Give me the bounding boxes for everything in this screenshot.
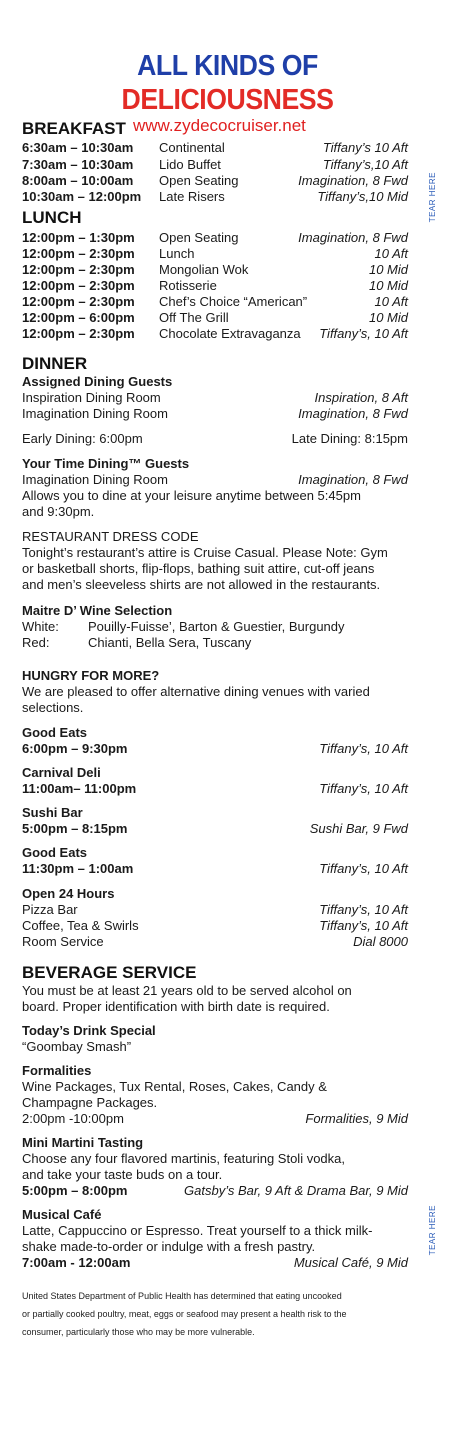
martini-row [22, 1183, 408, 1199]
row-location: Imagination, 8 Fwd [298, 173, 408, 188]
dinner-heading: DINNER [22, 354, 88, 373]
venue-time: 11:30pm – 1:00am [22, 861, 134, 876]
lunch-row [22, 245, 408, 262]
drink-special: “Goombay Smash” [22, 1039, 132, 1054]
open24-heading: Open 24 Hours [22, 886, 115, 901]
breakfast-row [22, 156, 408, 173]
venue-name: Good Eats [22, 845, 88, 860]
venue-time: 6:00pm – 9:30pm [22, 741, 128, 756]
martini-desc: Choose any four flavored martinis, featuring Stoli vodka, [22, 1151, 346, 1166]
tear-here-label: TEAR HERE [428, 1205, 437, 1256]
row-name: Lido Buffet [159, 157, 221, 172]
row-location: Dial 8000 [353, 934, 408, 949]
row-name: Room Service [22, 934, 104, 949]
cafe-desc: shake made-to-order or indulge with a fresh pastry. [22, 1239, 316, 1254]
row-time: 12:00pm – 2:30pm [22, 246, 135, 261]
venue-location: Sushi Bar, 9 Fwd [309, 821, 408, 836]
row-time: 12:00pm – 2:30pm [22, 294, 135, 309]
row-time: 12:00pm – 1:30pm [22, 230, 135, 245]
row-location: Imagination, 8 Fwd [298, 406, 408, 421]
row-name: Off The Grill [159, 310, 229, 325]
venue-row [22, 741, 408, 757]
row-name: Inspiration Dining Room [22, 390, 161, 405]
row-name: Imagination Dining Room [22, 472, 168, 487]
row-location: Inspiration, 8 Aft [314, 390, 408, 405]
martini-time: 5:00pm – 8:00pm [22, 1183, 128, 1198]
page-title-line1: ALL KINDS OF [137, 50, 318, 82]
venue-time: 5:00pm – 8:15pm [22, 821, 128, 836]
dress-code-heading: RESTAURANT DRESS CODE [22, 529, 199, 544]
row-location: 10 Aft [374, 246, 408, 261]
row-name: Chef’s Choice “American” [159, 294, 308, 309]
row-location: 10 Aft [374, 294, 408, 309]
page-title-line2: DELICIOUSNESS [121, 84, 334, 116]
row-name: Lunch [159, 246, 195, 261]
formalities-location: Formalities, 9 Mid [305, 1111, 408, 1126]
late-dining: Late Dining: 8:15pm [291, 431, 408, 446]
lunch-row [22, 325, 408, 342]
row-name: Continental [159, 140, 225, 155]
row-time: 12:00pm – 6:00pm [22, 310, 135, 325]
early-dining: Early Dining: 6:00pm [22, 431, 143, 446]
row-location: Tiffany’s 10 Aft [322, 140, 408, 155]
dining-times [22, 431, 408, 447]
formalities-time: 2:00pm -10:00pm [22, 1111, 124, 1126]
row-name: Chocolate Extravaganza [159, 326, 301, 341]
row-time: 10:30am – 12:00pm [22, 189, 142, 204]
drink-special-heading: Today’s Drink Special [22, 1023, 156, 1038]
formalities-desc: Champagne Packages. [22, 1095, 158, 1110]
martini-heading: Mini Martini Tasting [22, 1135, 144, 1150]
cafe-row [22, 1255, 408, 1271]
venue-location: Tiffany’s, 10 Aft [319, 781, 408, 796]
row-name: Open Seating [159, 173, 239, 188]
lunch-row [22, 229, 408, 246]
wine-selection-heading: Maitre D’ Wine Selection [22, 603, 173, 618]
row-time: 7:30am – 10:30am [22, 157, 134, 172]
formalities-desc: Wine Packages, Tux Rental, Roses, Cakes, Candy & [22, 1079, 327, 1094]
row-time: 6:30am – 10:30am [22, 140, 134, 155]
your-time-dining-heading: Your Time Dining™ Guests [22, 456, 190, 471]
dress-code-text: or basketball shorts, flip-flops, bathing suit attire, cut-off jeans [22, 561, 375, 576]
wine-label: White: [22, 619, 59, 634]
formalities-row [22, 1111, 408, 1127]
lunch-row [22, 277, 408, 294]
row-name: Pizza Bar [22, 902, 78, 917]
dress-code-text: and men’s sleeveless shirts are not allowed in the restaurants. [22, 577, 381, 592]
breakfast-heading: BREAKFAST [22, 119, 126, 138]
your-time-dining-row [22, 472, 408, 488]
assigned-dining-row [22, 390, 408, 406]
row-location: 10 Mid [368, 262, 408, 277]
row-name: Mongolian Wok [159, 262, 249, 277]
venue-name: Sushi Bar [22, 805, 83, 820]
breakfast-row [22, 188, 408, 205]
lunch-heading: LUNCH [22, 208, 82, 227]
lunch-row [22, 293, 408, 310]
cafe-heading: Musical Café [22, 1207, 102, 1222]
health-disclaimer [22, 1287, 412, 1341]
disclaimer-line: or partially cooked poultry, meat, eggs or seafood may present a health risk to the [22, 1309, 347, 1319]
venue-row [22, 821, 408, 837]
venue-location: Tiffany’s, 10 Aft [319, 861, 408, 876]
hungry-desc: selections. [22, 700, 84, 715]
wine-value: Chianti, Bella Sera, Tuscany [88, 635, 252, 650]
tear-here-label: TEAR HERE [428, 172, 437, 223]
lunch-row [22, 309, 408, 326]
row-location: Tiffany’s, 10 Aft [319, 326, 408, 341]
cafe-time: 7:00am - 12:00am [22, 1255, 131, 1270]
disclaimer-line: United States Department of Public Health has determined that eating uncooked [22, 1291, 342, 1301]
row-location: Tiffany’s,10 Aft [322, 157, 408, 172]
martini-location: Gatsby’s Bar, 9 Aft & Drama Bar, 9 Mid [184, 1183, 408, 1198]
row-name: Imagination Dining Room [22, 406, 168, 421]
watermark-url: www.zydecocruiser.net [133, 116, 306, 135]
row-time: 12:00pm – 2:30pm [22, 278, 135, 293]
lunch-row [22, 261, 408, 278]
your-time-desc: Allows you to dine at your leisure anytime between 5:45pm [22, 488, 361, 503]
row-location: Tiffany’s, 10 Aft [319, 918, 408, 933]
your-time-desc: and 9:30pm. [22, 504, 95, 519]
row-location: Tiffany’s,10 Mid [317, 189, 408, 204]
martini-desc: and take your taste buds on a tour. [22, 1167, 223, 1182]
venue-row [22, 861, 408, 877]
open24-row [22, 902, 408, 918]
venue-time: 11:00am– 11:00pm [22, 781, 137, 796]
venue-name: Good Eats [22, 725, 88, 740]
assigned-dining-heading: Assigned Dining Guests [22, 374, 173, 389]
venue-name: Carnival Deli [22, 765, 101, 780]
beverage-desc: board. Proper identification with birth date is required. [22, 999, 330, 1014]
venue-location: Tiffany’s, 10 Aft [319, 741, 408, 756]
cafe-location: Musical Café, 9 Mid [293, 1255, 408, 1270]
wine-value: Pouilly-Fuisse’, Barton & Guestier, Burgundy [88, 619, 345, 634]
row-location: 10 Mid [368, 278, 408, 293]
open24-row [22, 934, 408, 950]
cafe-desc: Latte, Cappuccino or Espresso. Treat yourself to a thick milk- [22, 1223, 373, 1238]
wine-label: Red: [22, 635, 50, 650]
hungry-heading: HUNGRY FOR MORE? [22, 668, 160, 683]
row-time: 8:00am – 10:00am [22, 173, 134, 188]
row-location: Imagination, 8 Fwd [298, 230, 408, 245]
row-location: 10 Mid [368, 310, 408, 325]
row-name: Open Seating [159, 230, 239, 245]
row-location: Tiffany’s, 10 Aft [319, 902, 408, 917]
wine-red-row [22, 635, 408, 651]
disclaimer-line: consumer, particularly those who may be more vulnerable. [22, 1327, 255, 1337]
hungry-desc: We are pleased to offer alternative dining venues with varied [22, 684, 370, 699]
open24-row [22, 918, 408, 934]
dress-code-text: Tonight’s restaurant’s attire is Cruise Casual. Please Note: Gym [22, 545, 388, 560]
row-location: Imagination, 8 Fwd [298, 472, 408, 487]
formalities-heading: Formalities [22, 1063, 92, 1078]
venue-row [22, 781, 408, 797]
assigned-dining-row [22, 406, 408, 422]
beverage-desc: You must be at least 21 years old to be served alcohol on [22, 983, 352, 998]
row-name: Late Risers [159, 189, 225, 204]
row-name: Rotisserie [159, 278, 217, 293]
row-time: 12:00pm – 2:30pm [22, 326, 135, 341]
row-time: 12:00pm – 2:30pm [22, 262, 135, 277]
breakfast-row [22, 139, 408, 156]
wine-white-row [22, 619, 408, 635]
breakfast-row [22, 172, 408, 189]
beverage-heading: BEVERAGE SERVICE [22, 963, 197, 982]
row-name: Coffee, Tea & Swirls [22, 918, 139, 933]
